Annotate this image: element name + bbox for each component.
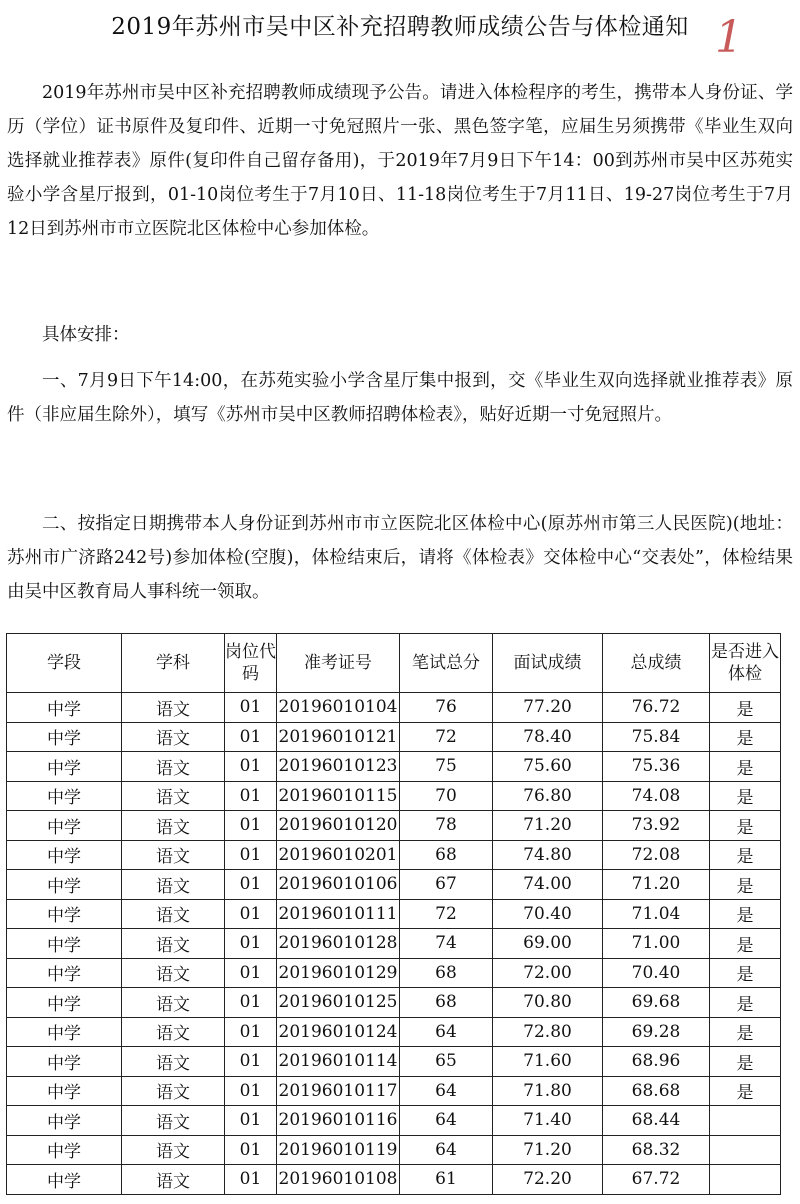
table-row: [7, 693, 781, 723]
cell-subject: 语文: [122, 1076, 225, 1106]
cell-physical-exam: 是: [710, 693, 781, 723]
cell-interview-score: 74.80: [493, 840, 603, 870]
cell-written-score: 72: [400, 722, 493, 752]
cell-stage: 中学: [7, 929, 122, 959]
cell-subject: 语文: [122, 958, 225, 988]
cell-physical-exam: 是: [710, 840, 781, 870]
cell-subject: 语文: [122, 988, 225, 1018]
cell-stage: 中学: [7, 1047, 122, 1077]
cell-stage: 中学: [7, 870, 122, 900]
table-row: [7, 899, 781, 929]
cell-interview-score: 71.20: [493, 1135, 603, 1165]
cell-exam-id: 20196010129: [277, 958, 400, 988]
cell-subject: 语文: [122, 840, 225, 870]
cell-post-code: 01: [225, 840, 277, 870]
cell-total-score: 67.72: [603, 1165, 710, 1195]
cell-interview-score: 70.40: [493, 899, 603, 929]
cell-total-score: 71.04: [603, 899, 710, 929]
cell-exam-id: 20196010114: [277, 1047, 400, 1077]
cell-written-score: 61: [400, 1165, 493, 1195]
cell-exam-id: 20196010111: [277, 899, 400, 929]
cell-written-score: 72: [400, 899, 493, 929]
intro-paragraph: 2019年苏州市吴中区补充招聘教师成绩现予公告。请进入体检程序的考生，携带本人身份证、学历（学位）证书原件及复印件、近期一寸免冠照片一张、黑色签字笔，应届生另须携带《毕业生双向选择就业推荐表》原件(复印件自己留存备用)，于2019年7月9日下午14：00到苏州市吴中区苏苑实验小学含星厅报到，01-10岗位考生于7月10日、11-18岗位考生于7月11日、19-27岗位考生于7月12日到苏州市市立医院北区体检中心参加体检。: [7, 83, 793, 239]
cell-written-score: 64: [400, 1017, 493, 1047]
table-row: [7, 929, 781, 959]
cell-subject: 语文: [122, 781, 225, 811]
cell-stage: 中学: [7, 1017, 122, 1047]
cell-subject: 语文: [122, 811, 225, 841]
cell-post-code: 01: [225, 781, 277, 811]
cell-stage: 中学: [7, 1135, 122, 1165]
cell-interview-score: 75.60: [493, 752, 603, 782]
cell-total-score: 69.68: [603, 988, 710, 1018]
cell-stage: 中学: [7, 811, 122, 841]
cell-total-score: 68.32: [603, 1135, 710, 1165]
cell-post-code: 01: [225, 929, 277, 959]
cell-post-code: 01: [225, 870, 277, 900]
cell-post-code: 01: [225, 1076, 277, 1106]
table-row: [7, 840, 781, 870]
cell-physical-exam: 是: [710, 722, 781, 752]
arrangement-step-2: 二、按指定日期携带本人身份证到苏州市市立医院北区体检中心(原苏州市第三人民医院)(地址：苏州市广济路242号)参加体检(空腹)，体检结束后，请将《体检表》交体检中心“交表处”，体检结果由吴中区教育局人事科统一领取。: [7, 514, 793, 602]
arrangement-heading: 具体安排：: [42, 325, 130, 345]
cell-total-score: 70.40: [603, 958, 710, 988]
cell-exam-id: 20196010120: [277, 811, 400, 841]
col-header-exam-id: 准考证号: [277, 634, 400, 693]
cell-exam-id: 20196010116: [277, 1106, 400, 1136]
cell-exam-id: 20196010115: [277, 781, 400, 811]
cell-exam-id: 20196010128: [277, 929, 400, 959]
cell-written-score: 70: [400, 781, 493, 811]
cell-exam-id: 20196010124: [277, 1017, 400, 1047]
cell-stage: 中学: [7, 722, 122, 752]
cell-interview-score: 74.00: [493, 870, 603, 900]
cell-written-score: 68: [400, 958, 493, 988]
col-header-stage: 学段: [7, 634, 122, 693]
table-row: [7, 1047, 781, 1077]
cell-subject: 语文: [122, 752, 225, 782]
cell-stage: 中学: [7, 1106, 122, 1136]
cell-post-code: 01: [225, 988, 277, 1018]
cell-stage: 中学: [7, 958, 122, 988]
cell-exam-id: 20196010108: [277, 1165, 400, 1195]
cell-subject: 语文: [122, 1017, 225, 1047]
cell-written-score: 64: [400, 1076, 493, 1106]
table-row: [7, 752, 781, 782]
cell-exam-id: 20196010121: [277, 722, 400, 752]
col-header-written-score: 笔试总分: [400, 634, 493, 693]
cell-total-score: 69.28: [603, 1017, 710, 1047]
cell-physical-exam: [710, 1165, 781, 1195]
cell-exam-id: 20196010104: [277, 693, 400, 723]
cell-physical-exam: [710, 1106, 781, 1136]
cell-subject: 语文: [122, 693, 225, 723]
cell-exam-id: 20196010119: [277, 1135, 400, 1165]
table-header-row: [7, 634, 781, 693]
cell-physical-exam: 是: [710, 870, 781, 900]
cell-post-code: 01: [225, 1017, 277, 1047]
table-row: [7, 1017, 781, 1047]
cell-total-score: 73.92: [603, 811, 710, 841]
table-row: [7, 811, 781, 841]
cell-physical-exam: 是: [710, 1076, 781, 1106]
cell-stage: 中学: [7, 693, 122, 723]
cell-subject: 语文: [122, 929, 225, 959]
cell-stage: 中学: [7, 840, 122, 870]
cell-post-code: 01: [225, 811, 277, 841]
results-table: [6, 633, 781, 1195]
cell-post-code: 01: [225, 1135, 277, 1165]
cell-written-score: 67: [400, 870, 493, 900]
cell-post-code: 01: [225, 1165, 277, 1195]
cell-total-score: 72.08: [603, 840, 710, 870]
cell-physical-exam: 是: [710, 811, 781, 841]
cell-written-score: 68: [400, 840, 493, 870]
cell-interview-score: 72.00: [493, 958, 603, 988]
col-header-interview-score: 面试成绩: [493, 634, 603, 693]
cell-total-score: 74.08: [603, 781, 710, 811]
col-header-physical-exam: 是否进入体检: [710, 634, 781, 693]
cell-stage: 中学: [7, 1165, 122, 1195]
cell-post-code: 01: [225, 899, 277, 929]
cell-post-code: 01: [225, 693, 277, 723]
cell-exam-id: 20196010106: [277, 870, 400, 900]
cell-physical-exam: 是: [710, 752, 781, 782]
table-row: [7, 1106, 781, 1136]
table-row: [7, 781, 781, 811]
cell-subject: 语文: [122, 1135, 225, 1165]
col-header-subject: 学科: [122, 634, 225, 693]
cell-post-code: 01: [225, 1047, 277, 1077]
cell-post-code: 01: [225, 752, 277, 782]
cell-total-score: 75.84: [603, 722, 710, 752]
cell-physical-exam: 是: [710, 899, 781, 929]
cell-post-code: 01: [225, 722, 277, 752]
document-title: 2019年苏州市吴中区补充招聘教师成绩公告与体检通知: [111, 14, 689, 40]
cell-stage: 中学: [7, 1076, 122, 1106]
cell-interview-score: 72.20: [493, 1165, 603, 1195]
cell-exam-id: 20196010125: [277, 988, 400, 1018]
table-row: [7, 870, 781, 900]
cell-subject: 语文: [122, 870, 225, 900]
table-row: [7, 988, 781, 1018]
cell-physical-exam: 是: [710, 1047, 781, 1077]
cell-interview-score: 71.60: [493, 1047, 603, 1077]
page-number-mark: 1: [715, 12, 743, 63]
cell-interview-score: 76.80: [493, 781, 603, 811]
cell-interview-score: 77.20: [493, 693, 603, 723]
cell-written-score: 76: [400, 693, 493, 723]
cell-exam-id: 20196010117: [277, 1076, 400, 1106]
cell-subject: 语文: [122, 1047, 225, 1077]
cell-written-score: 65: [400, 1047, 493, 1077]
cell-total-score: 71.00: [603, 929, 710, 959]
cell-stage: 中学: [7, 752, 122, 782]
cell-total-score: 68.68: [603, 1076, 710, 1106]
cell-physical-exam: 是: [710, 929, 781, 959]
cell-interview-score: 72.80: [493, 1017, 603, 1047]
col-header-post-code: 岗位代码: [225, 634, 277, 693]
cell-written-score: 64: [400, 1106, 493, 1136]
cell-written-score: 64: [400, 1135, 493, 1165]
cell-post-code: 01: [225, 958, 277, 988]
table-row: [7, 958, 781, 988]
cell-stage: 中学: [7, 781, 122, 811]
cell-interview-score: 71.40: [493, 1106, 603, 1136]
cell-written-score: 78: [400, 811, 493, 841]
cell-physical-exam: 是: [710, 781, 781, 811]
cell-interview-score: 78.40: [493, 722, 603, 752]
cell-subject: 语文: [122, 722, 225, 752]
cell-physical-exam: [710, 1135, 781, 1165]
cell-written-score: 68: [400, 988, 493, 1018]
cell-total-score: 71.20: [603, 870, 710, 900]
cell-stage: 中学: [7, 988, 122, 1018]
cell-written-score: 75: [400, 752, 493, 782]
cell-post-code: 01: [225, 1106, 277, 1136]
cell-written-score: 74: [400, 929, 493, 959]
cell-physical-exam: 是: [710, 988, 781, 1018]
cell-subject: 语文: [122, 1165, 225, 1195]
cell-exam-id: 20196010201: [277, 840, 400, 870]
cell-physical-exam: 是: [710, 958, 781, 988]
cell-total-score: 68.44: [603, 1106, 710, 1136]
cell-total-score: 76.72: [603, 693, 710, 723]
table-row: [7, 722, 781, 752]
cell-subject: 语文: [122, 899, 225, 929]
arrangement-step-1: 一、7月9日下午14:00，在苏苑实验小学含星厅集中报到，交《毕业生双向选择就业推荐表》原件（非应届生除外），填写《苏州市吴中区教师招聘体检表》，贴好近期一寸免冠照片。: [7, 371, 793, 425]
cell-interview-score: 69.00: [493, 929, 603, 959]
cell-subject: 语文: [122, 1106, 225, 1136]
table-row: [7, 1076, 781, 1106]
cell-exam-id: 20196010123: [277, 752, 400, 782]
table-row: [7, 1135, 781, 1165]
cell-interview-score: 71.80: [493, 1076, 603, 1106]
cell-total-score: 75.36: [603, 752, 710, 782]
cell-interview-score: 71.20: [493, 811, 603, 841]
table-row: [7, 1165, 781, 1195]
cell-total-score: 68.96: [603, 1047, 710, 1077]
col-header-total-score: 总成绩: [603, 634, 710, 693]
cell-interview-score: 70.80: [493, 988, 603, 1018]
cell-stage: 中学: [7, 899, 122, 929]
cell-physical-exam: 是: [710, 1017, 781, 1047]
